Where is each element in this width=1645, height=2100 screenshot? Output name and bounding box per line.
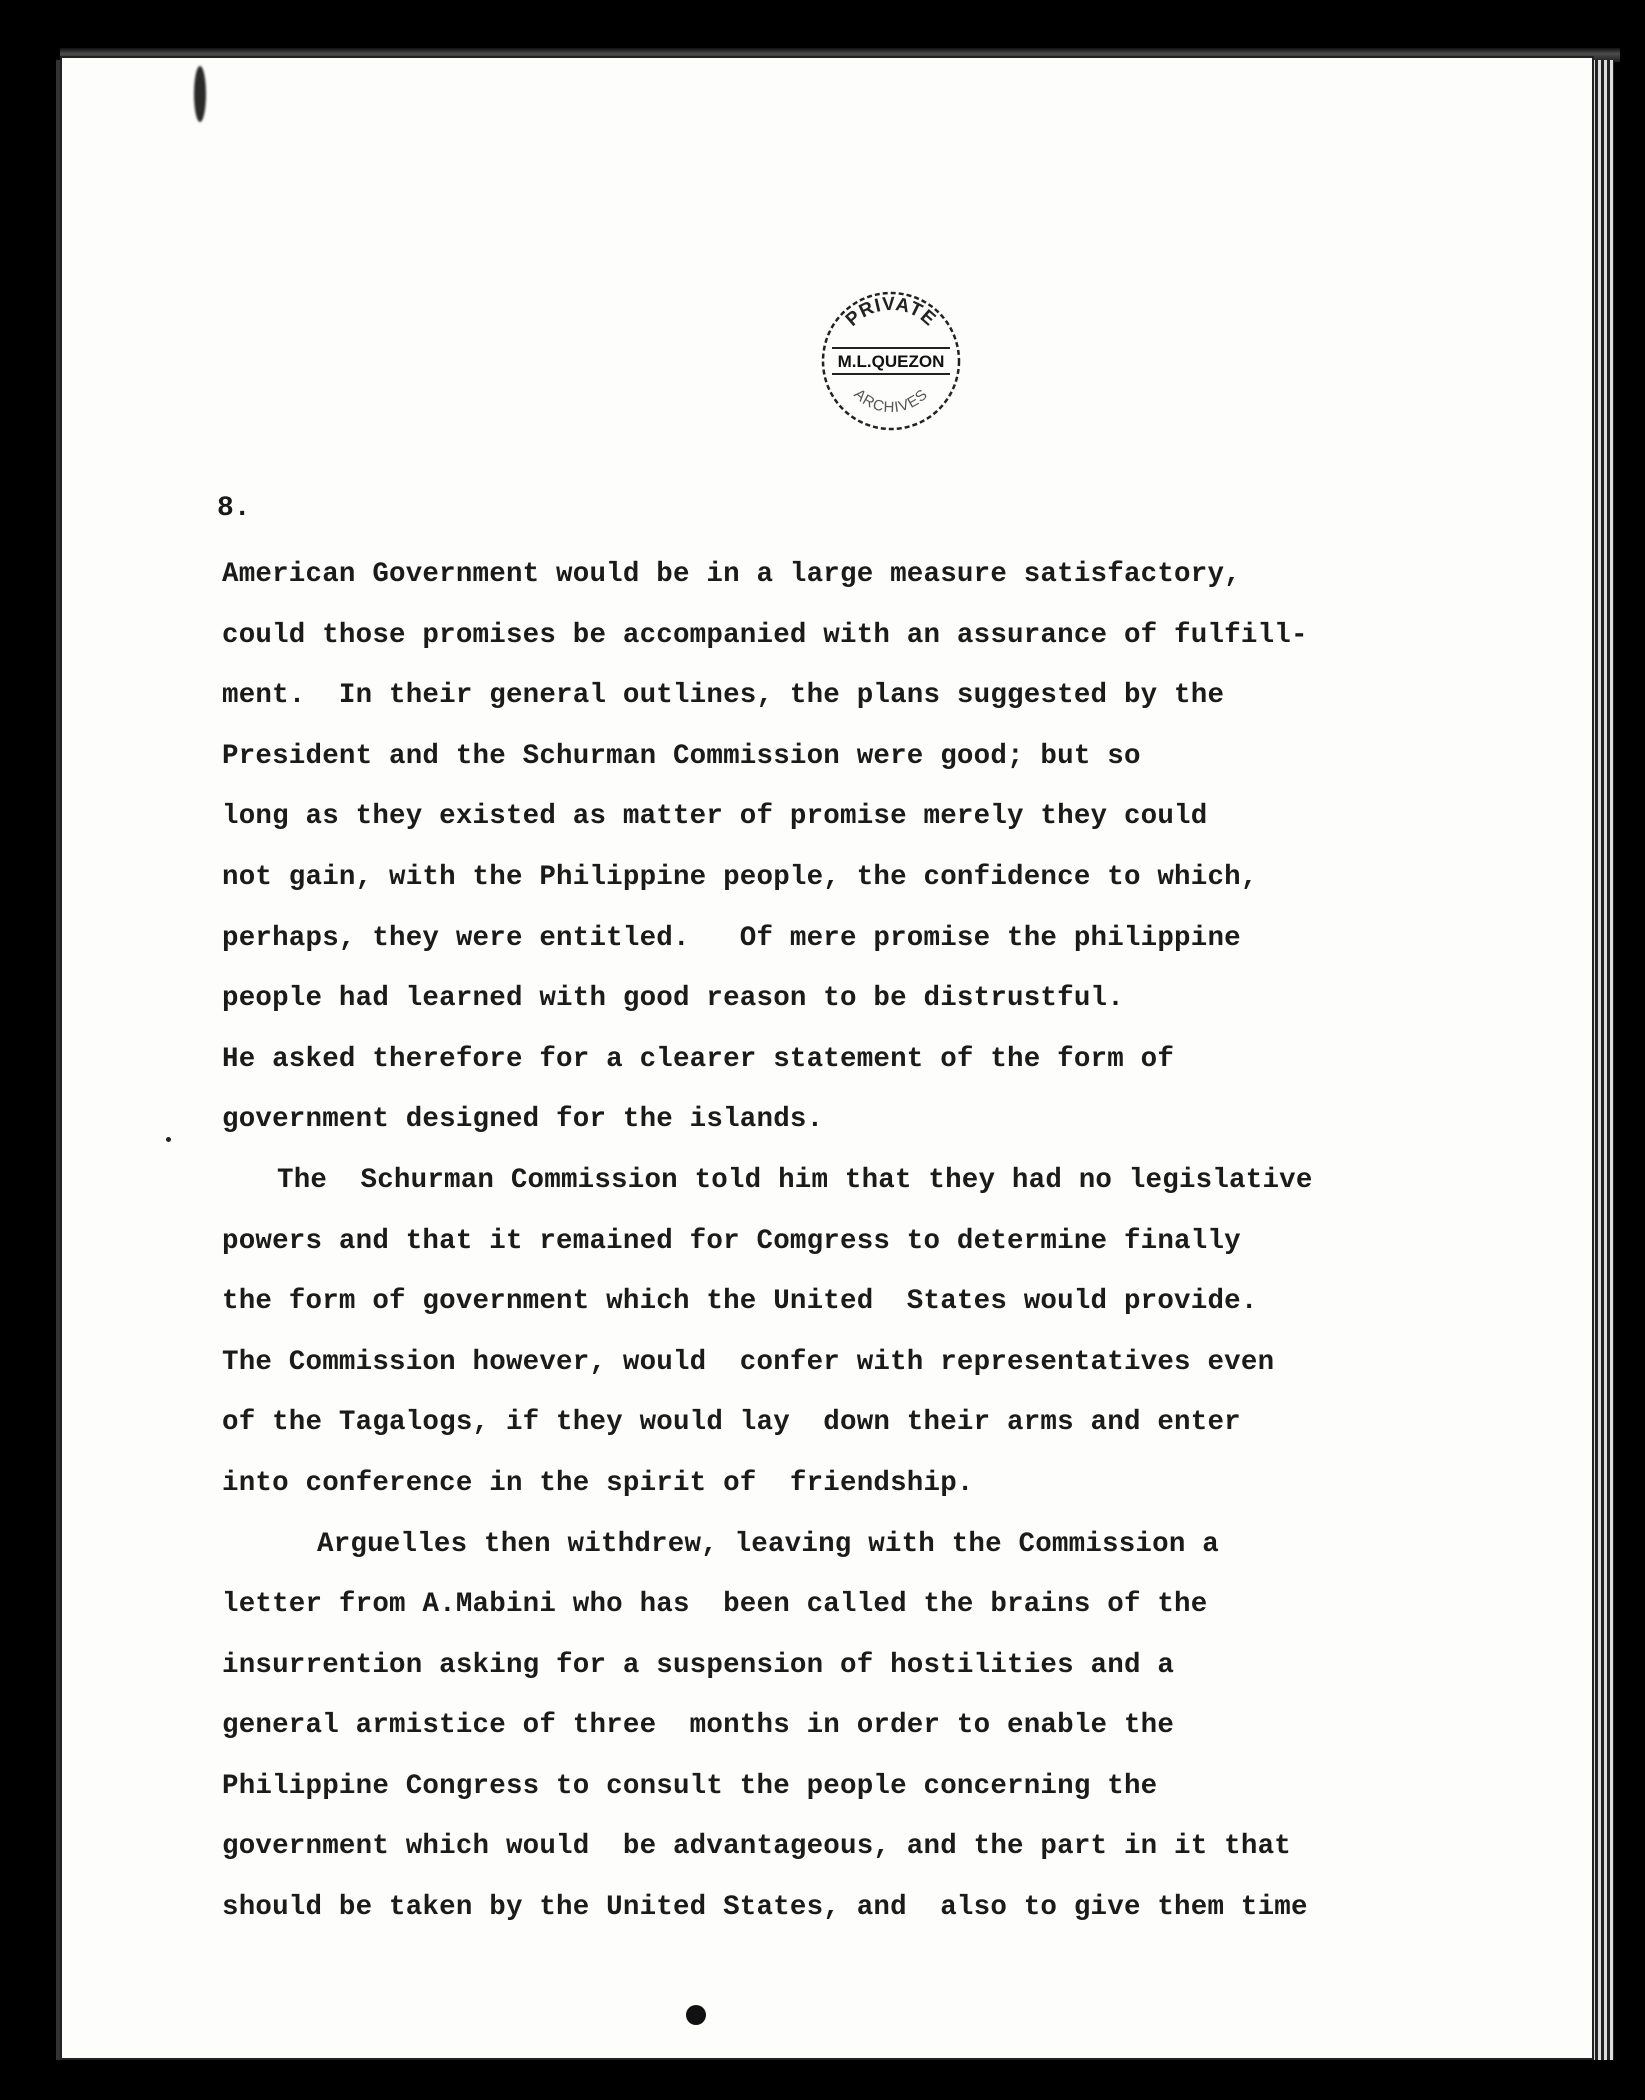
text-line: Philippine Congress to consult the people concerning the <box>222 1770 1158 1802</box>
stamp-center-text: M.L.QUEZON <box>837 352 945 371</box>
page-number: 8. <box>217 493 251 524</box>
text-line: Arguelles then withdrew, leaving with the Commission a <box>317 1528 1219 1560</box>
text-line: could those promises be accompanied with an assurance of fulfill- <box>222 619 1308 651</box>
ink-smudge <box>194 66 206 122</box>
text-line: insurrention asking for a suspension of hostilities and a <box>222 1649 1175 1681</box>
text-line: The Commission however, would confer with representatives even <box>222 1346 1275 1378</box>
text-line: The Schurman Commission told him that they had no legislative <box>277 1164 1313 1196</box>
text-line: of the Tagalogs, if they would lay down their arms and enter <box>222 1407 1241 1439</box>
stamp-top-text: PRIVATE <box>841 293 941 331</box>
stamp-bottom-text: ARCHIVES <box>850 385 932 417</box>
svg-text:ARCHIVES <box>851 386 932 417</box>
text-line: should be taken by the United States, and also to give them time <box>222 1892 1308 1924</box>
paper-edge-right <box>1592 60 1614 2060</box>
text-line: people had learned with good reason to be distrustful. <box>222 983 1124 1015</box>
text-line: American Government would be in a large measure satisfactory, <box>222 559 1241 590</box>
text-line: long as they existed as matter of promise merely they could <box>222 801 1208 833</box>
text-line: into conference in the spirit of friendship. <box>222 1467 974 1499</box>
text-line: the form of government which the United States would provide. <box>222 1286 1258 1318</box>
text-line: government which would be advantageous, and the part in it that <box>222 1831 1291 1863</box>
text-line: He asked therefore for a clearer statement of the form of <box>222 1043 1175 1075</box>
text-line: ment. In their general outlines, the plans suggested by the <box>222 680 1225 712</box>
text-line: not gain, with the Philippine people, the confidence to which, <box>222 861 1258 893</box>
text-line: powers and that it remained for Comgress to determine finally <box>222 1225 1241 1257</box>
svg-text:PRIVATE <box>842 294 940 331</box>
text-line: letter from A.Mabini who has been called the brains of the <box>222 1589 1208 1621</box>
typed-body-text <box>222 545 1462 1939</box>
text-line: perhaps, they were entitled. Of mere promise the philippine <box>222 922 1241 954</box>
text-line: government designed for the islands. <box>222 1104 824 1136</box>
text-line: general armistice of three months in order to enable the <box>222 1710 1175 1742</box>
archive-stamp <box>820 290 962 432</box>
text-line: President and the Schurman Commission were good; but so <box>222 740 1141 772</box>
punch-hole <box>686 2005 706 2025</box>
ink-dot <box>166 1137 171 1142</box>
